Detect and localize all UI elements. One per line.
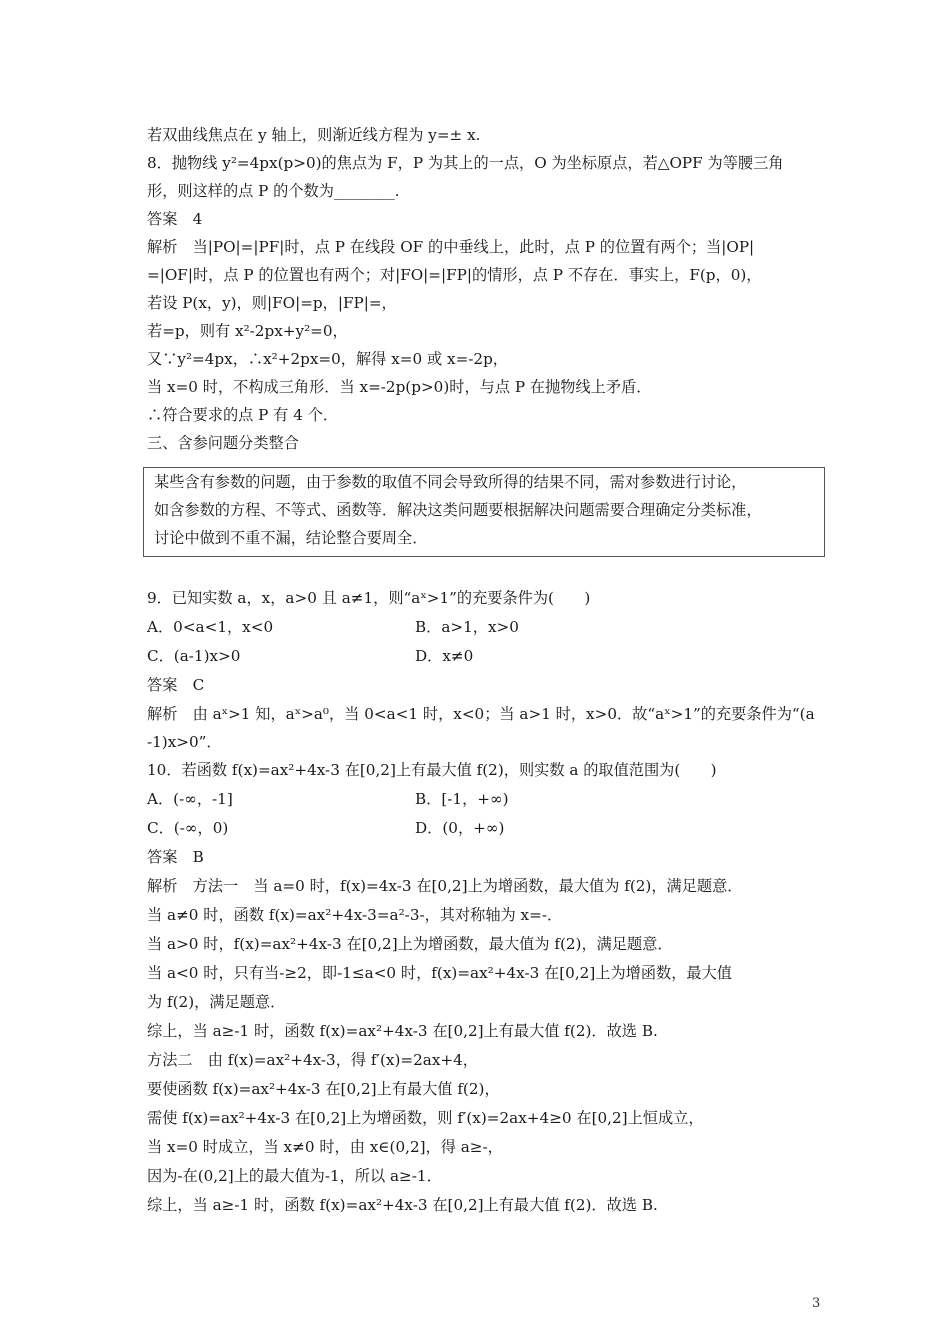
question-8-analysis: 又∵y²=4px，∴x²+2px=0，解得 x=0 或 x=-2p，	[147, 350, 508, 368]
page-number: 3	[812, 1296, 821, 1311]
summary-box	[143, 467, 825, 557]
question-10-analysis: 当 a≠0 时，函数 f(x)=ax²+4x-3=a²-3-，其对称轴为 x=-．	[147, 906, 563, 924]
question-9-answer: 答案 C	[147, 676, 205, 694]
question-10-option-d: D．(0，+∞)	[415, 819, 505, 837]
section-heading: 三、含参问题分类整合	[147, 434, 299, 452]
question-10-analysis: 当 a<0 时，只有当-≥2，即-1≤a<0 时，f(x)=ax²+4x-3 在[0,2]上为增函数，最大值	[147, 964, 732, 982]
question-10-analysis: 方法二 由 f(x)=ax²+4x-3，得 f′(x)=2ax+4，	[147, 1051, 478, 1069]
question-10-analysis: 需使 f(x)=ax²+4x-3 在[0,2]上为增函数，则 f′(x)=2ax+4≥0 在[0,2]上恒成立，	[147, 1109, 704, 1127]
question-10-answer: 答案 B	[147, 848, 204, 866]
question-8-analysis: 当 x=0 时，不构成三角形．当 x=-2p(p>0)时，与点 P 在抛物线上矛盾．	[147, 378, 652, 396]
question-9-option-c: C．(a-1)x>0	[147, 647, 241, 665]
question-10-analysis: 当 x=0 时成立，当 x≠0 时，由 x∈(0,2]，得 a≥-，	[147, 1138, 503, 1156]
question-10-stem: 10．若函数 f(x)=ax²+4x-3 在[0,2]上有最大值 f(2)，则实数 a 的取值范围为( )	[147, 761, 717, 779]
question-9-analysis: 解析 由 aˣ>1 知，aˣ>a⁰，当 0<a<1 时，x<0；当 a>1 时，x>0．故“aˣ>1”的充要条件为“(a	[147, 705, 815, 723]
question-8-analysis: 若=p，则有 x²-2px+y²=0，	[147, 322, 348, 340]
question-10-analysis: 要使函数 f(x)=ax²+4x-3 在[0,2]上有最大值 f(2)，	[147, 1080, 500, 1098]
question-9-option-a: A．0<a<1，x<0	[147, 618, 274, 636]
question-10-option-c: C．(-∞，0)	[147, 819, 229, 837]
question-10-analysis: 为 f(2)，满足题意．	[147, 993, 286, 1011]
question-8-stem: 8．抛物线 y²=4px(p>0)的焦点为 F，P 为其上的一点，O 为坐标原点，若△OPF 为等腰三角	[147, 154, 784, 172]
question-10-option-b: B．[-1，+∞)	[415, 790, 509, 808]
summary-line: 某些含有参数的问题，由于参数的取值不同会导致所得的结果不同，需对参数进行讨论，	[154, 473, 747, 491]
question-8-stem-cont: 形，则这样的点 P 的个数为________.	[147, 182, 400, 200]
question-8-analysis: 若设 P(x，y)，则|FO|=p，|FP|=，	[147, 294, 397, 312]
summary-line: 讨论中做到不重不漏，结论整合要周全．	[154, 529, 428, 547]
summary-line: 如含参数的方程、不等式、函数等．解决这类问题要根据解决问题需要合理确定分类标准，	[154, 501, 762, 519]
question-9-option-b: B．a>1，x>0	[415, 618, 519, 636]
question-10-analysis: 因为-在(0,2]上的最大值为-1，所以 a≥-1．	[147, 1167, 442, 1185]
question-9-option-d: D．x≠0	[415, 647, 474, 665]
text-line: 若双曲线焦点在 y 轴上，则渐近线方程为 y=± x.	[147, 126, 481, 144]
question-8-answer: 答案 4	[147, 210, 203, 228]
question-9-stem: 9．已知实数 a，x，a>0 且 a≠1，则“aˣ>1”的充要条件为( )	[147, 589, 591, 607]
question-8-analysis: 解析 当|PO|=|PF|时，点 P 在线段 OF 的中垂线上，此时，点 P 的位置有两个；当|OP|	[147, 238, 755, 256]
question-10-option-a: A．(-∞，-1]	[147, 790, 233, 808]
question-9-analysis: -1)x>0”．	[147, 733, 222, 751]
question-10-analysis: 当 a>0 时，f(x)=ax²+4x-3 在[0,2]上为增函数，最大值为 f(2)，满足题意．	[147, 935, 673, 953]
question-8-analysis: ∴符合要求的点 P 有 4 个．	[147, 406, 339, 424]
question-10-analysis: 解析 方法一 当 a=0 时，f(x)=4x-3 在[0,2]上为增函数，最大值为 f(2)，满足题意．	[147, 877, 743, 895]
question-8-analysis: =|OF|时，点 P 的位置也有两个；对|FO|=|FP|的情形，点 P 不存在．事实上，F(p，0)，	[147, 266, 762, 284]
question-10-analysis: 综上，当 a≥-1 时，函数 f(x)=ax²+4x-3 在[0,2]上有最大值 f(2)．故选 B.	[147, 1196, 658, 1214]
question-10-analysis: 综上，当 a≥-1 时，函数 f(x)=ax²+4x-3 在[0,2]上有最大值 f(2)．故选 B.	[147, 1022, 658, 1040]
